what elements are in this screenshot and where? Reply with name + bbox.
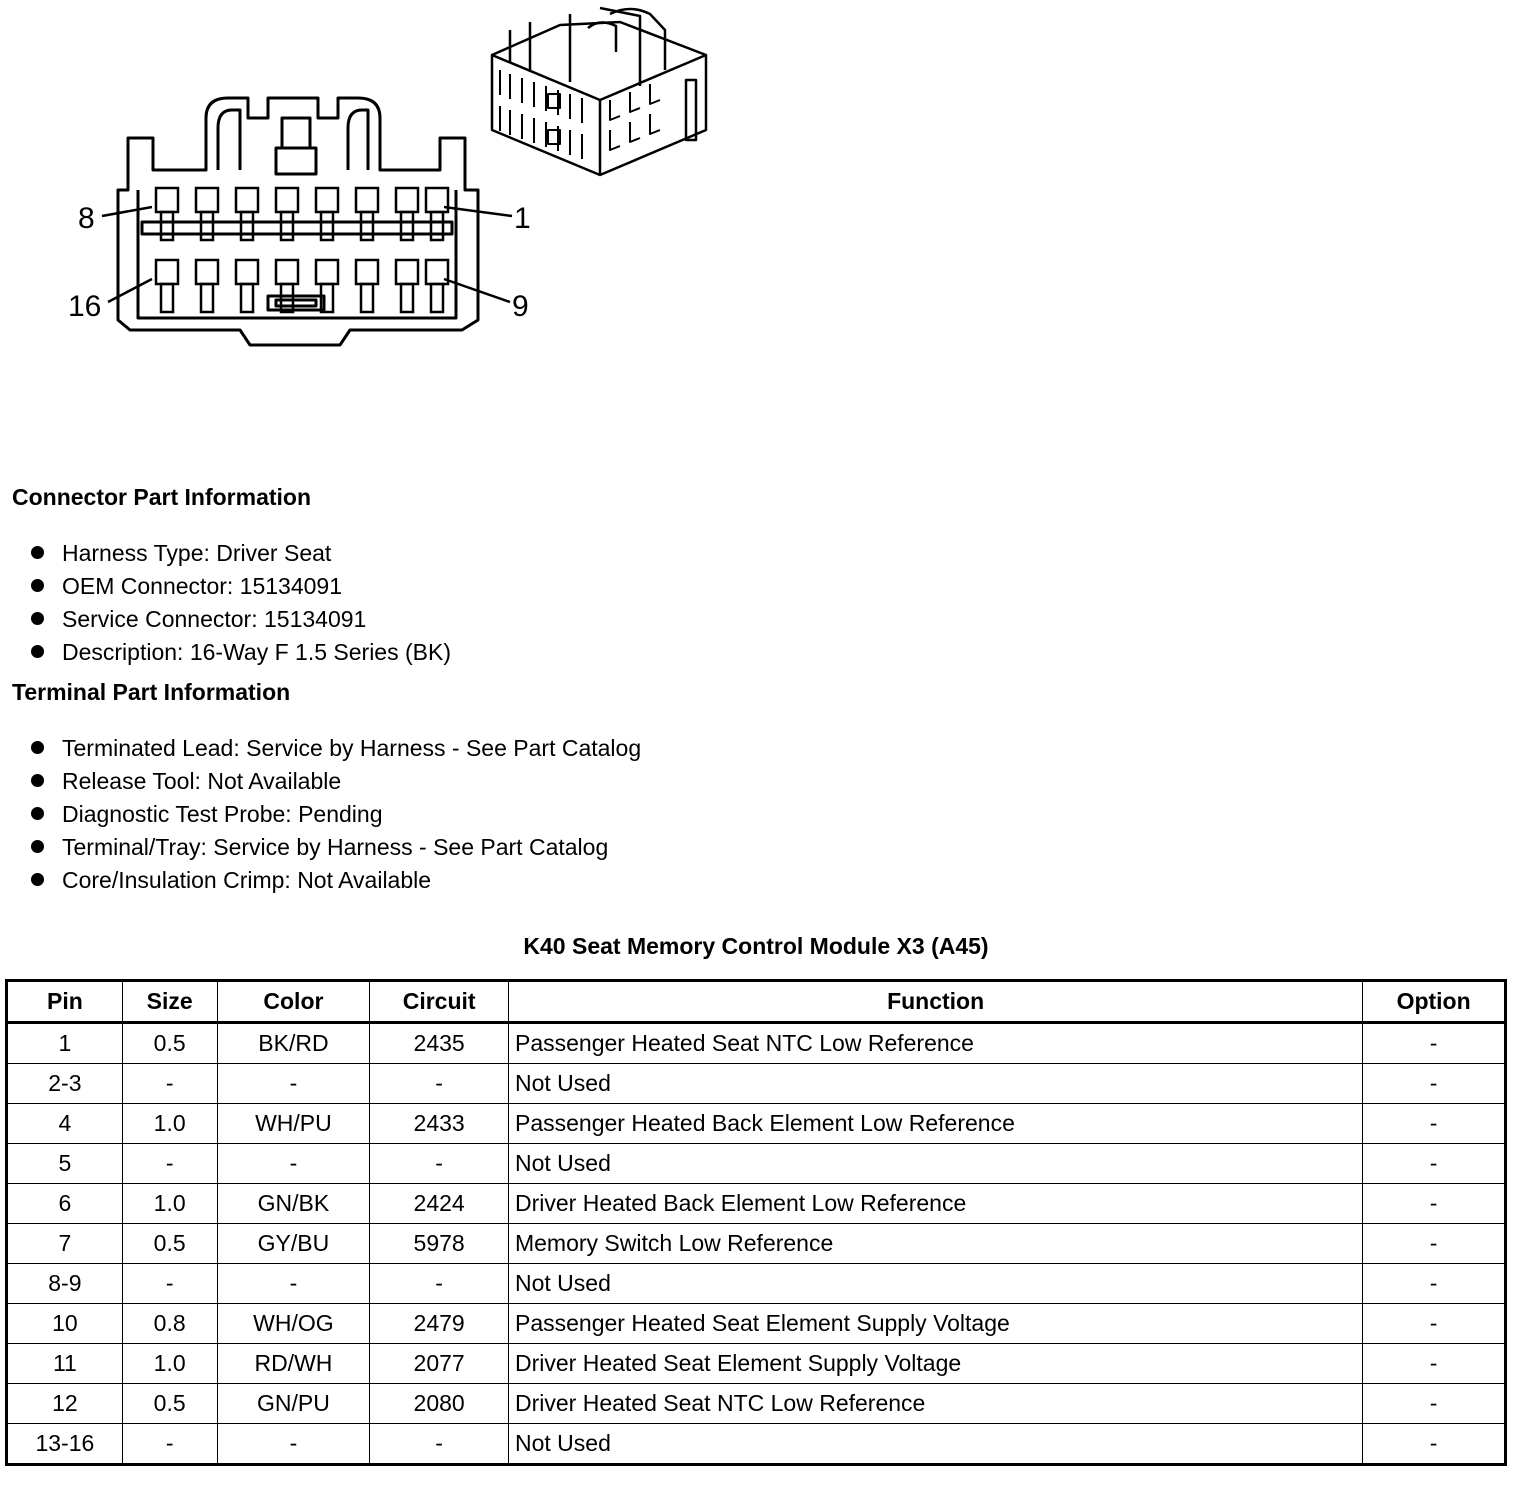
header-color: Color: [217, 981, 370, 1023]
cell-color: -: [217, 1264, 370, 1304]
cell-option: -: [1363, 1104, 1506, 1144]
cell-color: GN/PU: [217, 1384, 370, 1424]
cell-pin: 5: [7, 1144, 123, 1184]
pinout-table: [5, 979, 1507, 1466]
terminated-lead: Terminated Lead: Service by Harness - See Part Catalog: [62, 735, 642, 761]
bullet-icon: [31, 807, 44, 820]
cell-option: -: [1363, 1023, 1506, 1064]
table-row: [7, 1104, 1506, 1144]
table-row: [7, 1064, 1506, 1104]
list-item: [30, 798, 641, 831]
list-item: [30, 864, 641, 897]
list-item: [30, 570, 451, 603]
bullet-icon: [31, 873, 44, 886]
cell-circuit: 2080: [370, 1384, 509, 1424]
cell-function: Driver Heated Back Element Low Reference: [508, 1184, 1362, 1224]
cell-pin: 12: [7, 1384, 123, 1424]
cell-function: Not Used: [508, 1064, 1362, 1104]
oem-connector: OEM Connector: 15134091: [62, 573, 343, 599]
cell-option: -: [1363, 1424, 1506, 1465]
table-header-row: [7, 981, 1506, 1023]
bullet-icon: [31, 579, 44, 592]
table-row: [7, 1264, 1506, 1304]
list-item: [30, 831, 641, 864]
list-item: [30, 765, 641, 798]
cell-function: Memory Switch Low Reference: [508, 1224, 1362, 1264]
table-row: [7, 1384, 1506, 1424]
cell-size: 0.5: [122, 1384, 217, 1424]
cell-size: 1.0: [122, 1344, 217, 1384]
cell-color: -: [217, 1064, 370, 1104]
connector-info-list: [30, 537, 451, 669]
cell-color: GY/BU: [217, 1224, 370, 1264]
pin-label-16: 16: [68, 290, 102, 323]
cell-circuit: 5978: [370, 1224, 509, 1264]
bullet-icon: [31, 612, 44, 625]
cell-size: -: [122, 1264, 217, 1304]
cell-pin: 11: [7, 1344, 123, 1384]
cell-circuit: -: [370, 1144, 509, 1184]
cell-function: Passenger Heated Seat NTC Low Reference: [508, 1023, 1362, 1064]
cell-pin: 6: [7, 1184, 123, 1224]
cell-function: Not Used: [508, 1144, 1362, 1184]
cell-color: WH/OG: [217, 1304, 370, 1344]
connector-isometric-view: [492, 8, 706, 175]
cell-option: -: [1363, 1184, 1506, 1224]
cell-pin: 7: [7, 1224, 123, 1264]
cell-size: 1.0: [122, 1104, 217, 1144]
table-title: K40 Seat Memory Control Module X3 (A45): [523, 933, 989, 959]
table-row: [7, 1304, 1506, 1344]
header-size: Size: [122, 981, 217, 1023]
cell-size: -: [122, 1064, 217, 1104]
table-row: [7, 1224, 1506, 1264]
cell-pin: 13-16: [7, 1424, 123, 1465]
table-row: [7, 1184, 1506, 1224]
cell-circuit: 2435: [370, 1023, 509, 1064]
cell-pin: 2-3: [7, 1064, 123, 1104]
list-item: [30, 636, 451, 669]
cell-function: Driver Heated Seat NTC Low Reference: [508, 1384, 1362, 1424]
table-row: [7, 1424, 1506, 1465]
description: Description: 16-Way F 1.5 Series (BK): [62, 639, 451, 665]
table-row: [7, 1023, 1506, 1064]
cell-pin: 10: [7, 1304, 123, 1344]
cell-circuit: -: [370, 1424, 509, 1465]
cell-color: BK/RD: [217, 1023, 370, 1064]
cell-circuit: 2424: [370, 1184, 509, 1224]
connector-part-information-title: Connector Part Information: [12, 484, 312, 510]
cell-option: -: [1363, 1344, 1506, 1384]
header-circuit: Circuit: [370, 981, 509, 1023]
cell-pin: 1: [7, 1023, 123, 1064]
harness-type: Harness Type: Driver Seat: [62, 540, 332, 566]
cell-size: 1.0: [122, 1184, 217, 1224]
list-item: [30, 603, 451, 636]
cell-circuit: 2479: [370, 1304, 509, 1344]
cell-option: -: [1363, 1384, 1506, 1424]
terminal-part-information-title: Terminal Part Information: [12, 679, 291, 705]
cell-circuit: -: [370, 1264, 509, 1304]
list-item: [30, 537, 451, 570]
pin-label-9: 9: [512, 290, 529, 323]
cell-color: WH/PU: [217, 1104, 370, 1144]
cell-color: -: [217, 1144, 370, 1184]
cell-function: Passenger Heated Seat Element Supply Voltage: [508, 1304, 1362, 1344]
cell-pin: 8-9: [7, 1264, 123, 1304]
cell-size: 0.5: [122, 1224, 217, 1264]
service-connector: Service Connector: 15134091: [62, 606, 367, 632]
list-item: [30, 732, 641, 765]
diagnostic-test-probe: Diagnostic Test Probe: Pending: [62, 801, 383, 827]
bullet-icon: [31, 840, 44, 853]
cell-option: -: [1363, 1224, 1506, 1264]
cell-function: Not Used: [508, 1264, 1362, 1304]
cell-option: -: [1363, 1144, 1506, 1184]
terminal-info-list: [30, 732, 641, 897]
bullet-icon: [31, 645, 44, 658]
cell-color: -: [217, 1424, 370, 1465]
cell-option: -: [1363, 1264, 1506, 1304]
cell-option: -: [1363, 1304, 1506, 1344]
cell-circuit: 2433: [370, 1104, 509, 1144]
pin-label-8: 8: [78, 202, 95, 235]
pin-label-1: 1: [514, 202, 531, 235]
cell-circuit: -: [370, 1064, 509, 1104]
core-insulation-crimp: Core/Insulation Crimp: Not Available: [62, 867, 432, 893]
table-row: [7, 1144, 1506, 1184]
cell-function: Not Used: [508, 1424, 1362, 1465]
cell-size: 0.8: [122, 1304, 217, 1344]
connector-diagram: [0, 0, 760, 400]
cell-size: -: [122, 1144, 217, 1184]
cell-color: GN/BK: [217, 1184, 370, 1224]
terminal-tray: Terminal/Tray: Service by Harness - See Part Catalog: [62, 834, 609, 860]
table-row: [7, 1344, 1506, 1384]
cell-color: RD/WH: [217, 1344, 370, 1384]
header-function: Function: [508, 981, 1362, 1023]
release-tool: Release Tool: Not Available: [62, 768, 342, 794]
cell-size: 0.5: [122, 1023, 217, 1064]
header-option: Option: [1363, 981, 1506, 1023]
bullet-icon: [31, 546, 44, 559]
bullet-icon: [31, 774, 44, 787]
cell-size: -: [122, 1424, 217, 1465]
bullet-icon: [31, 741, 44, 754]
header-pin: Pin: [7, 981, 123, 1023]
cell-function: Passenger Heated Back Element Low Reference: [508, 1104, 1362, 1144]
cell-circuit: 2077: [370, 1344, 509, 1384]
cell-pin: 4: [7, 1104, 123, 1144]
cell-option: -: [1363, 1064, 1506, 1104]
cell-function: Driver Heated Seat Element Supply Voltage: [508, 1344, 1362, 1384]
